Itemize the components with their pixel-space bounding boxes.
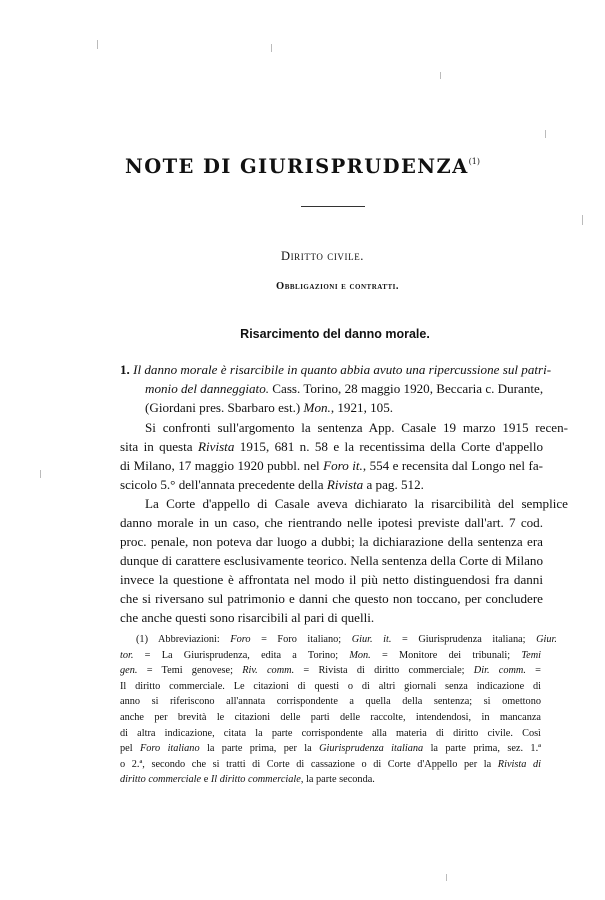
paragraph1-line: di Milano, 17 maggio 1920 pubbl. nel Foro it., 554 e recensita dal Longo nel fa- (120, 458, 543, 473)
scan-speck (40, 470, 41, 478)
scan-speck (440, 72, 441, 79)
entry-number: 1. (120, 362, 130, 377)
section-heading: Diritto civile. (280, 249, 365, 263)
footnote-line: Il diritto commerciale. Le citazioni di questi o di altri giornali senza indicazione di (120, 680, 541, 692)
scan-speck (582, 215, 583, 225)
footnote-line: (1) Abbreviazioni: Foro = Foro italiano; Giur. it. = Giurisprudenza italiana; Giur. (136, 634, 557, 645)
topic-heading: Risarcimento del danno morale. (240, 327, 430, 341)
scan-speck (97, 40, 98, 49)
footnote-line: anche per brevità le citazioni delle parti delle raccolte, intendendosi, in mancanza (120, 712, 541, 723)
paragraph2-line: La Corte d'appello di Casale aveva dichiarato la risarcibilità del semplice (145, 496, 568, 511)
entry-line-2: monio del danneggiato. Cass. Torino, 28 maggio 1920, Beccaria c. Durante, (145, 381, 544, 396)
entry-line-3: (Giordani pres. Sbarbaro est.) Mon., 1921, 105. (145, 400, 394, 415)
footnote-line: anno si riferiscono all'annata corrispondente a quella della sentenza; si omettono (120, 696, 541, 708)
scan-speck (446, 874, 447, 881)
paragraph2-line: che si riversano sul patrimonio e danni che questo non toccano, per concludere (120, 591, 543, 606)
footnote-line: pel Foro italiano la parte prima, per la Giurisprudenza italiana la parte prima, sez. 1.ª (120, 743, 541, 755)
subsection-heading: Obbligazioni e contratti. (276, 281, 399, 292)
footnote-line: diritto commerciale e Il diritto commerciale, la parte seconda. (120, 774, 375, 786)
footnote-line: di altra indicazione, citata la parte corrispondente alla materia di diritto civile. Così (120, 727, 541, 739)
paragraph1-line: Si confronti sull'argomento la sentenza App. Casale 19 marzo 1915 recen- (145, 420, 568, 435)
page-title: NOTE DI GIURISPRUDENZA$^{(1)}$ (125, 155, 480, 178)
scan-speck (271, 44, 272, 52)
paragraph2-line: proc. penale, non poteva dar luogo a dubbi; la dichiarazione della sentenza era (120, 534, 543, 549)
footnote-line: o 2.ª, secondo che si tratti di Corte di cassazione o di Corte d'Appello per la Rivista di (120, 758, 541, 770)
title-divider (301, 206, 365, 207)
scan-speck (545, 130, 546, 138)
paragraph2-line: invece la questione è affrontata nel modo il più netto distinguendosi fra danni (120, 572, 543, 587)
paragraph1-line: sita in questa Rivista 1915, 681 n. 58 e la recentissima della Corte d'appello (120, 439, 544, 454)
paragraph1-line: scicolo 5.° dell'annata precedente della Rivista a pag. 512. (120, 477, 424, 492)
paragraph2-line: dunque di carattere esclusivamente teorico. Nella sentenza della Corte di Milano (120, 553, 543, 568)
title-footnote-ref: (1) (468, 157, 480, 166)
footnote-line: gen. = Temi genovese; Riv. comm. = Rivista di diritto commerciale; Dir. comm. = (120, 665, 541, 677)
footnote-line: tor. = La Giurisprudenza, edita a Torino; Mon. = Monitore dei tribunali; Temi (120, 649, 541, 661)
paragraph2-line: danno morale in un caso, che rientrando nelle ipotesi previste dall'art. 7 cod. (120, 515, 543, 530)
entry-line-1: 1. Il danno morale è risarcibile in quanto abbia avuto una ripercussione sul patri- (120, 362, 552, 377)
paragraph2-line: che anche questi sono risarcibili al pari di quelli. (120, 610, 375, 625)
